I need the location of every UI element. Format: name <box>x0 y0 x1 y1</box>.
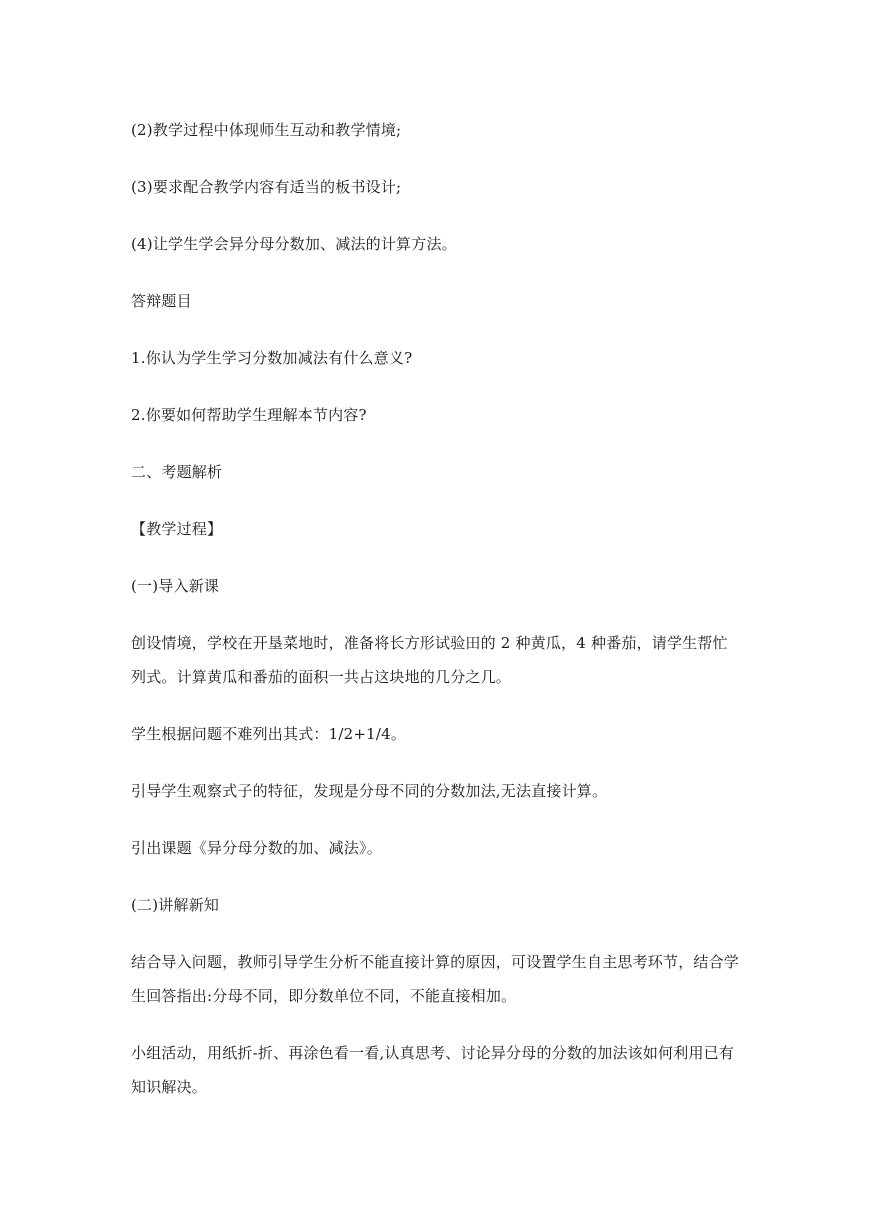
observation-paragraph: 引导学生观察式子的特征，发现是分母不同的分数加法,无法直接计算。 <box>131 782 608 800</box>
requirement-2: (2)教学过程中体现师生互动和教学情境; <box>131 121 402 139</box>
requirement-3: (3)要求配合教学内容有适当的板书设计; <box>131 178 402 196</box>
defense-questions-heading: 答辩题目 <box>131 292 192 310</box>
formula-paragraph: 学生根据问题不难列出其式：1/2+1/4。 <box>131 725 407 743</box>
group-activity-paragraph: 小组活动，用纸折-折、再涂色看一看,认真思考、讨论异分母的分数的加法该如何利用已有知识解决。 <box>131 1044 735 1096</box>
teaching-process-heading: 【教学过程】 <box>131 520 223 538</box>
section-heading-analysis: 二、考题解析 <box>131 463 223 481</box>
analysis-paragraph: 结合导入问题，教师引导学生分析不能直接计算的原因，可设置学生自主思考环节，结合学生回答指出:分母不同，即分数单位不同，不能直接相加。 <box>131 953 740 1005</box>
requirement-4: (4)让学生学会异分母分数加、减法的计算方法。 <box>131 235 457 253</box>
topic-paragraph: 引出课题《异分母分数的加、减法》。 <box>131 839 382 857</box>
subsection-intro-heading: (一)导入新课 <box>131 577 220 595</box>
scenario-paragraph: 创设情境，学校在开垦菜地时，准备将长方形试验田的 2 种黄瓜，4 种番茄，请学生帮忙列式。计算黄瓜和番茄的面积一共占这块地的几分之几。 <box>131 634 728 686</box>
defense-question-2: 2.你要如何帮助学生理解本节内容? <box>131 406 367 424</box>
subsection-new-knowledge-heading: (二)讲解新知 <box>131 896 220 914</box>
defense-question-1: 1.你认为学生学习分数加减法有什么意义? <box>131 349 413 367</box>
